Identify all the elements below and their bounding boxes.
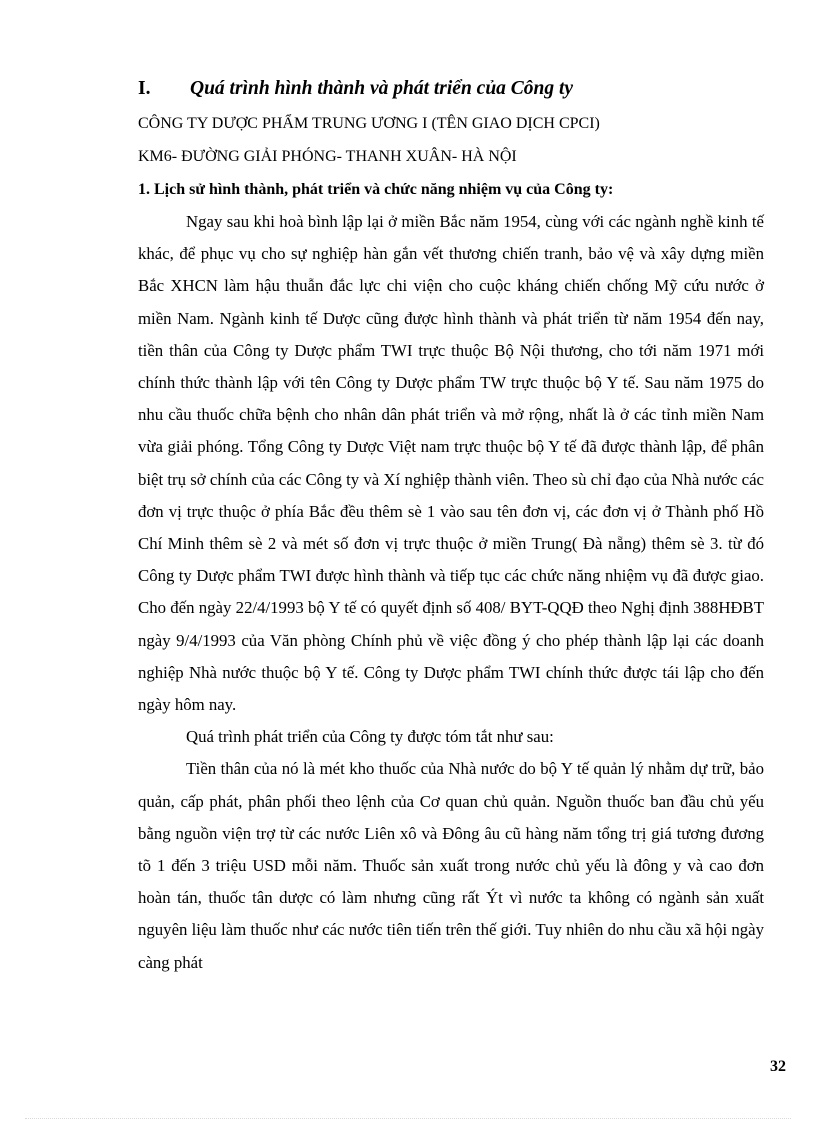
paragraph-summary-intro: Quá trình phát triển của Công ty được tóm tắt như sau: [186, 727, 554, 747]
section-title: Quá trình hình thành và phát triển của Công ty [190, 78, 574, 99]
section-number: I. [138, 78, 151, 99]
paragraph-history: Ngay sau khi hoà bình lập lại ở miền Bắc năm 1954, cùng với các ngành nghề kinh tế khác, để phục vụ cho sự nghiệp hàn gắn vết thương chiến tranh, bảo vệ và xây dựng miền Bắc XHCN làm hậu thuẫn đắc lực chi viện cho cuộc kháng chiến chống Mỹ cứu nước ở miền Nam. Ngành kinh tế Dược cũng được hình thành và phát triển từ năm 1954 đến nay, tiền thân của Công ty Dược phẩm TWI trực thuộc Bộ Nội thương, cho tới năm 1971 mới chính thức thành lập với tên Công ty Dược phẩm TW trực thuộc bộ Y tế. Sau năm 1975 do nhu cầu thuốc chữa bệnh cho nhân dân phát triển và mở rộng, nhất là ở các tỉnh miền Nam vừa giải phóng. Tổng Công ty Dược Việt nam trực thuộc bộ Y tế đã được thành lập, để phân biệt trụ sở chính của các Công ty và Xí nghiệp thành viên. Theo sù chỉ đạo của Nhà nước các đơn vị trực thuộc ở phía Bắc đều thêm sè 1 vào sau tên đơn vị, các đơn vị ở Thành phố Hồ Chí Minh thêm sè 2 và mét số đơn vị trực thuộc ở miền Trung( Đà nẵng) thêm sè 3. từ đó Công ty Dược phẩm TWI được hình thành và tiếp tục các chức năng nhiệm vụ đã được giao. Cho đến ngày 22/4/1993 bộ Y tế có quyết định số 408/ BYT-QQĐ theo Nghị định 388HĐBT ngày 9/4/1993 của Văn phòng Chính phủ về việc đồng ý cho phép thành lập lại các doanh nghiệp Nhà nước thuộc bộ Y tế. Công ty Dược phẩm TWI chính thức được tái lập cho đến ngày hôm nay. [138, 212, 764, 715]
section-heading [138, 78, 778, 100]
paragraph-origin: Tiền thân của nó là mét kho thuốc của Nhà nước do bộ Y tế quản lý nhằm dự trữ, bảo quản, cấp phát, phân phối theo lệnh của Cơ quan chủ quản. Nguồn thuốc ban đầu chủ yếu bằng nguồn viện trợ từ các nước Liên xô và Đông âu cũ hàng năm tổng trị giá tương đương tõ 1 đến 3 triệu USD mỗi năm. Thuốc sản xuất trong nước chủ yếu là đông y và cao đơn hoàn tán, thuốc tân dược có làm nhưng cũng rất Ýt vì nước ta không có ngành sản xuất nguyên liệu làm thuốc như các nước tiên tiến trên thế giới. Tuy nhiên do nhu cầu xã hội ngày càng phát [138, 759, 764, 972]
subsection-title: 1. Lịch sử hình thành, phát triển và chức năng nhiệm vụ của Công ty: [138, 181, 614, 198]
page-number: 32 [770, 1058, 786, 1075]
body-text [138, 206, 764, 979]
company-address: KM6- ĐƯỜNG GIẢI PHÓNG- THANH XUÂN- HÀ NỘI [138, 148, 517, 165]
footer-divider [25, 1118, 791, 1119]
company-name: CÔNG TY DƯỢC PHẨM TRUNG ƯƠNG I (TÊN GIAO DỊCH CPCI) [138, 115, 600, 132]
